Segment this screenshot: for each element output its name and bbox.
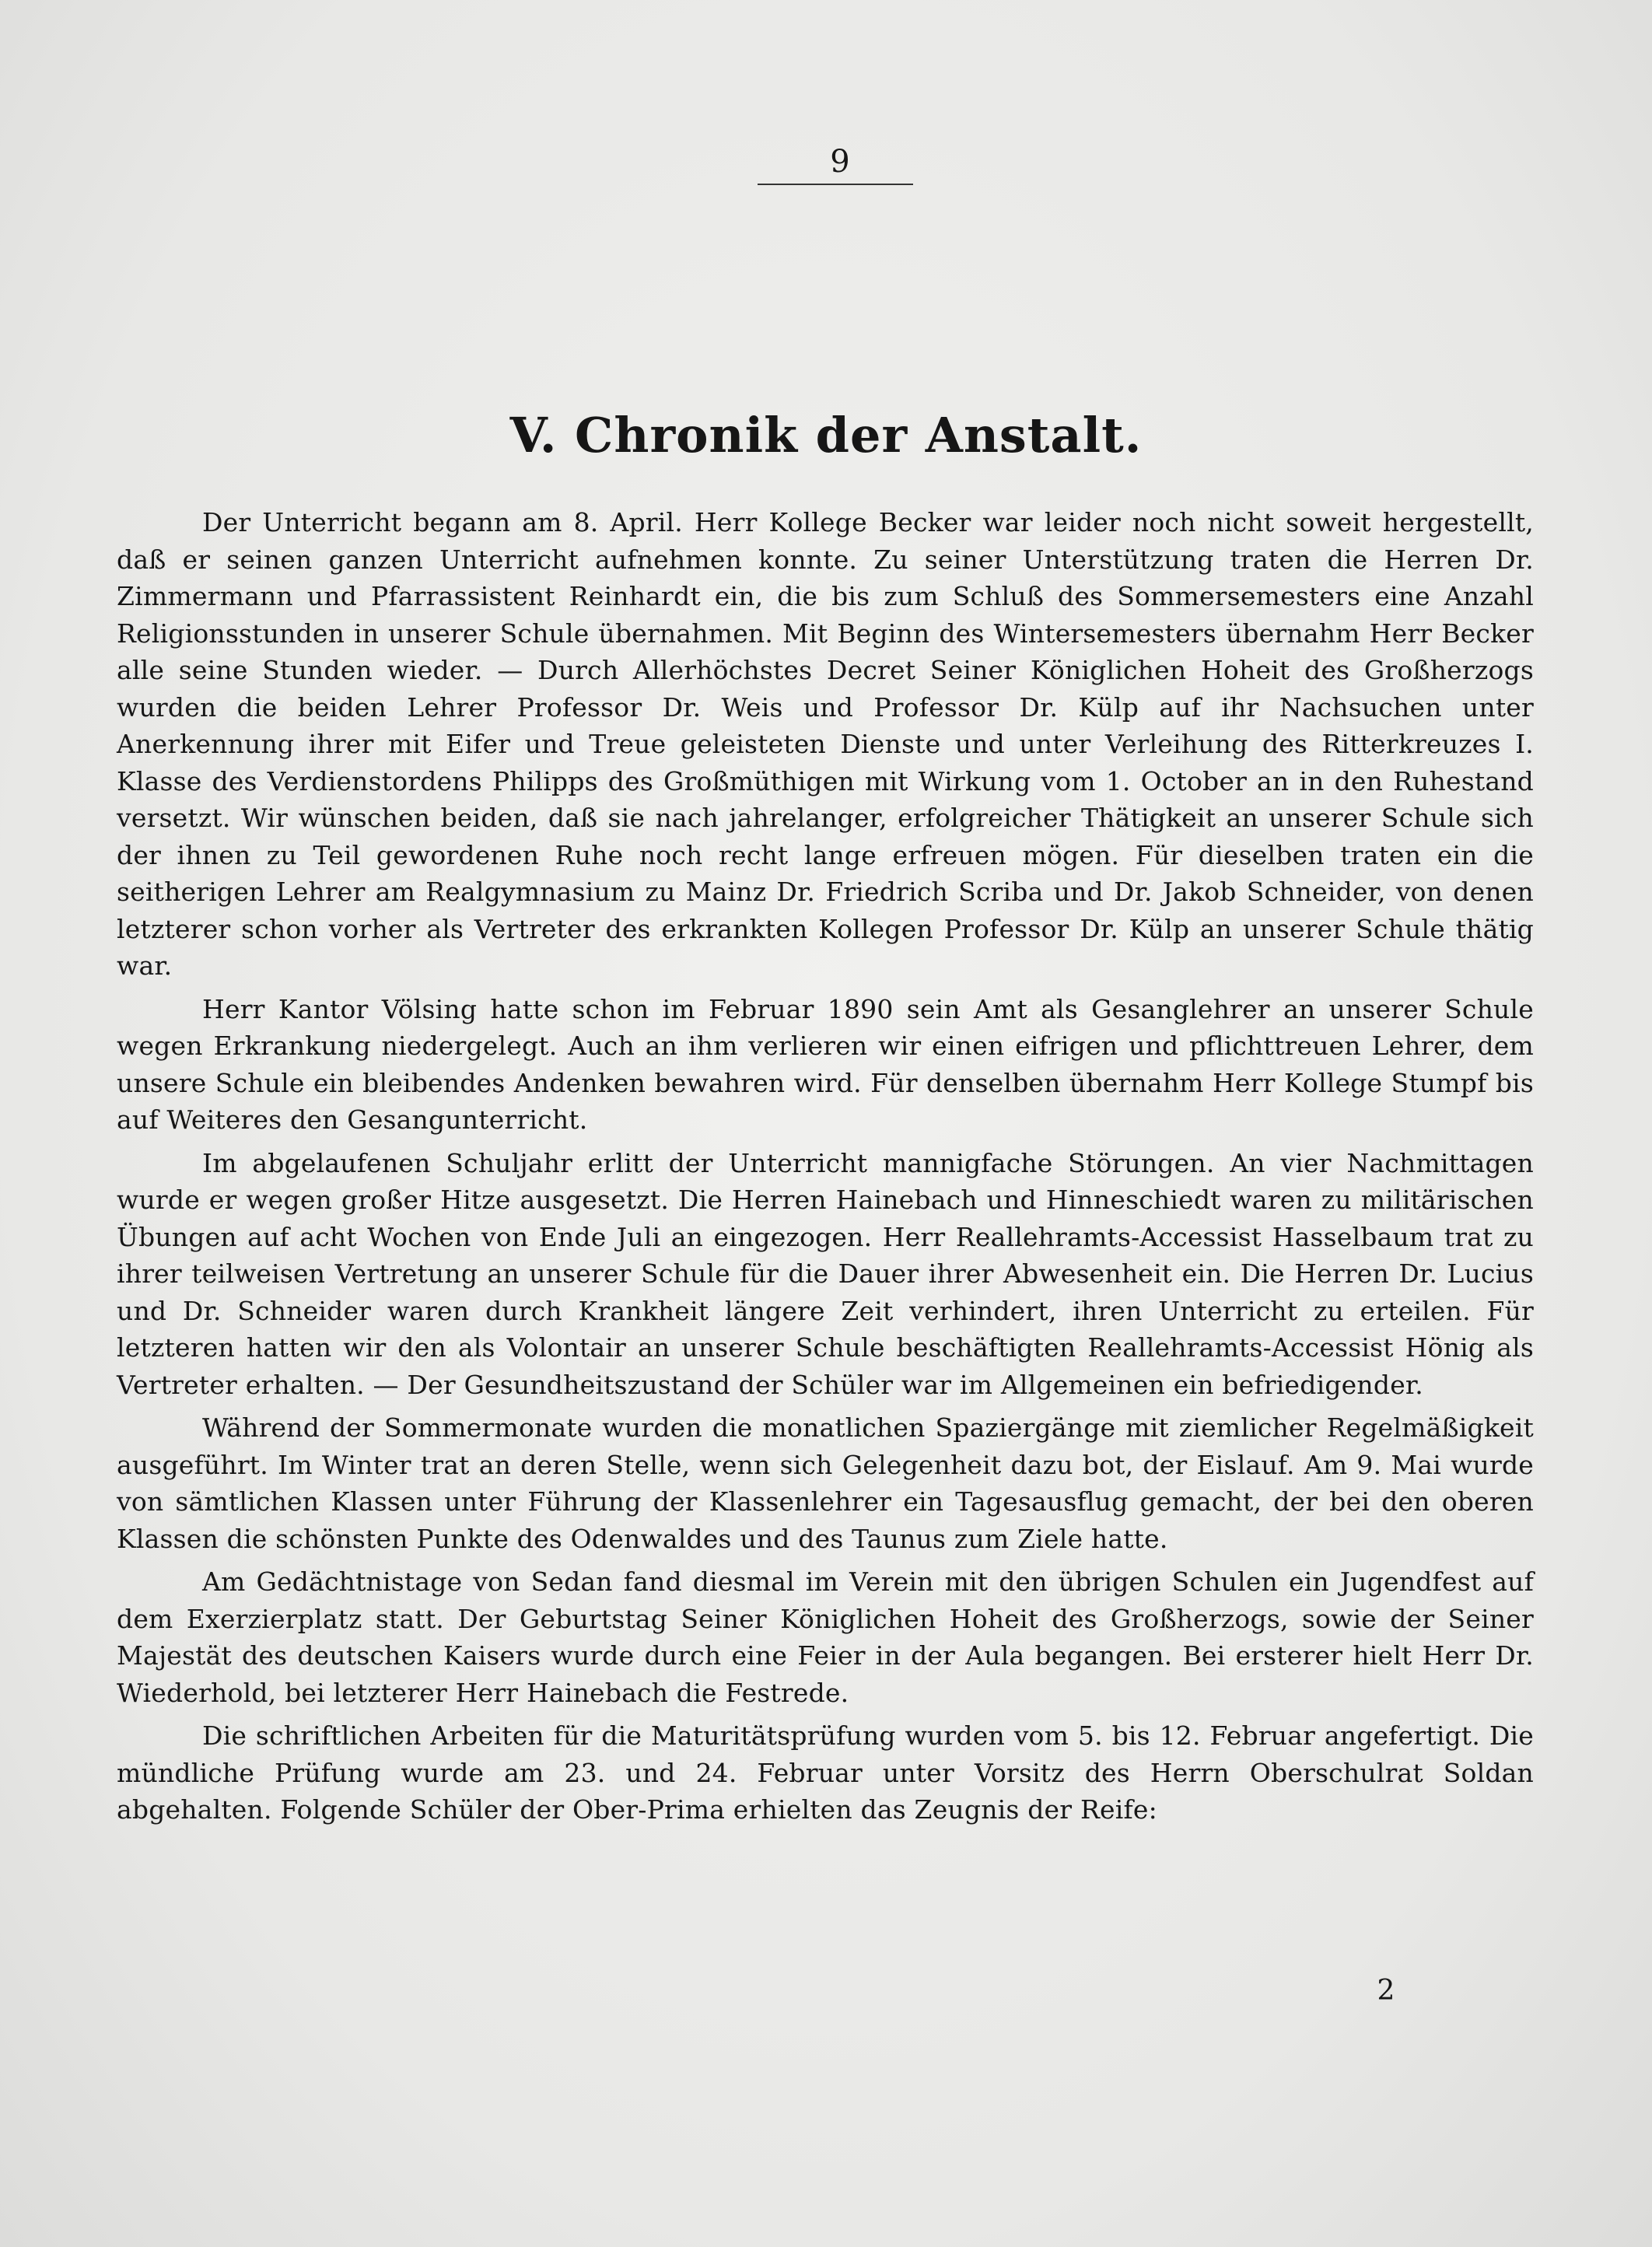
section-heading: V. Chronik der Anstalt. [509, 407, 1143, 464]
body-text [117, 504, 1534, 1829]
signature-mark: 2 [1377, 1975, 1395, 2007]
paragraph-staff-changes: Der Unterricht begann am 8. April. Herr Kollege Becker war leider noch nicht soweit hergestellt, daß er seinen ganzen Unterricht aufnehmen konnte. Zu seiner Unterstützung traten die Herren Dr. Zimmermann und Pfarrassistent Reinhardt ein, die bis zum Schluß des Sommersemesters eine Anzahl Religionsstunden in unserer Schule übernahmen. Mit Beginn des Wintersemesters übernahm Herr Becker alle seine Stunden wieder. — Durch Allerhöchstes Decret Seiner Königlichen Hoheit des Großherzogs wurden die beiden Lehrer Professor Dr. Weis und Professor Dr. Külp auf ihr Nachsuchen unter Anerkennung ihrer mit Eifer und Treue geleisteten Dienste und unter Verleihung des Ritterkreuzes I. Klasse des Verdienstordens Philipps des Großmüthigen mit Wirkung vom 1. October an in den Ruhestand versetzt. Wir wünschen beiden, daß sie nach jahrelanger, erfolgreicher Thätigkeit an unserer Schule sich der ihnen zu Teil gewordenen Ruhe noch recht lange erfreuen mögen. Für dieselben traten ein die seitherigen Lehrer am Realgymnasium zu Mainz Dr. Friedrich Scriba und Dr. Jakob Schneider, von denen letzterer schon vorher als Vertreter des erkrankten Kollegen Professor Dr. Külp an unserer Schule thätig war. [117, 507, 1534, 981]
page-number: 9 [830, 144, 850, 180]
paragraph-disruptions: Im abgelaufenen Schuljahr erlitt der Unterricht mannigfache Störungen. An vier Nachmittagen wurde er wegen großer Hitze ausgesetzt. Die Herren Hainebach und Hinneschiedt waren zu militärischen Übungen auf acht Wochen von Ende Juli an eingezogen. Herr Reallehramts-Accessist Hasselbaum trat zu ihrer teilweisen Vertretung an unserer Schule für die Dauer ihrer Abwesenheit ein. Die Herren Dr. Lucius und Dr. Schneider waren durch Krankheit längere Zeit verhindert, ihren Unterricht zu erteilen. Für letzteren hatten wir den als Volontair an unserer Schule beschäftigten Reallehramts-Accessist Hönig als Vertreter erhalten. — Der Gesundheitszustand der Schüler war im Allgemeinen ein befriedigender. [117, 1147, 1534, 1400]
paragraph-examinations: Die schriftlichen Arbeiten für die Maturitätsprüfung wurden vom 5. bis 12. Februar angefertigt. Die mündliche Prüfung wurde am 23. und 24. Februar unter Vorsitz des Herrn Oberschulrat Soldan abgehalten. Folgende Schüler der Ober-Prima erhielten das Zeugnis der Reife: [117, 1720, 1534, 1825]
paragraph-singing-teacher: Herr Kantor Völsing hatte schon im Februar 1890 sein Amt als Gesanglehrer an unserer Schule wegen Erkrankung niedergelegt. Auch an ihm verlieren wir einen eifrigen und pflichttreuen Lehrer, dem unsere Schule ein bleibendes Andenken bewahren wird. Für denselben übernahm Herr Kollege Stumpf bis auf Weiteres den Gesangunterricht. [117, 993, 1534, 1135]
paragraph-celebrations: Am Gedächtnistage von Sedan fand diesmal im Verein mit den übrigen Schulen ein Jugendfest auf dem Exerzierplatz statt. Der Geburtstag Seiner Königlichen Hoheit des Großherzogs, sowie der Seiner Majestät des deutschen Kaisers wurde durch eine Feier in der Aula begangen. Bei ersterer hielt Herr Dr. Wiederhold, bei letzterer Herr Hainebach die Festrede. [117, 1566, 1534, 1708]
header-rule [758, 184, 913, 185]
paragraph-excursions: Während der Sommermonate wurden die monatlichen Spaziergänge mit ziemlicher Regelmäßigkeit ausgeführt. Im Winter trat an deren Stelle, wenn sich Gelegenheit dazu bot, der Eislauf. Am 9. Mai wurde von sämtlichen Klassen unter Führung der Klassenlehrer ein Tagesausflug gemacht, der bei den oberen Klassen die schönsten Punkte des Odenwaldes und des Taunus zum Ziele hatte. [117, 1412, 1534, 1554]
